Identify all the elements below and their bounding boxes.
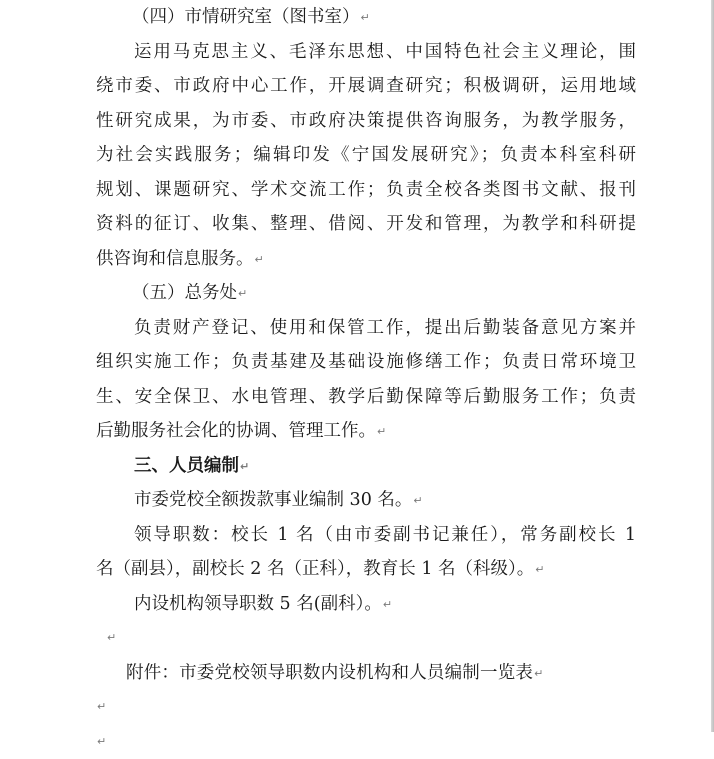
body-line: 为社会实践服务；编辑印发《宁国发展研究》；负责本科室科研: [96, 138, 636, 173]
paragraph-mark-icon: ↵: [413, 494, 422, 507]
paragraph-mark-icon: ↵: [383, 598, 392, 611]
section-heading-research-office: [96, 0, 636, 35]
attachment-text: 附件：市委党校领导职数内设机构和人员编制一览表: [126, 663, 533, 683]
body-line: 生、安全保卫、水电管理、教学后勤保障等后勤服务工作；负责: [96, 380, 636, 415]
paragraph-mark-icon: ↵: [255, 253, 264, 266]
attachment-line: [96, 656, 636, 691]
body-line-last: [96, 242, 636, 277]
paragraph-mark-icon: ↵: [107, 621, 116, 656]
empty-paragraph: [96, 690, 636, 725]
body-text: 内设机构领导职数 5 名(副科）。: [134, 594, 382, 614]
paragraph-mark-icon: ↵: [97, 690, 106, 725]
section-heading-general-affairs: [96, 276, 636, 311]
internal-leaders-line: [96, 587, 636, 622]
staffing-line: [96, 483, 636, 518]
body-text: 市委党校全额拨款事业编制 30 名。: [134, 490, 412, 510]
body-line-last: [96, 414, 636, 449]
body-text: 后勤服务社会化的协调、管理工作。: [96, 421, 376, 441]
body-line: 绕市委、市政府中心工作，开展调查研究；积极调研，运用地域: [96, 69, 636, 104]
heading-text: 三、人员编制: [134, 456, 239, 476]
heading-text: （五）总务处: [132, 283, 237, 303]
body-line: 组织实施工作；负责基建及基础设施修缮工作；负责日常环境卫: [96, 345, 636, 380]
document-body: [96, 0, 636, 759]
paragraph-mark-icon: ↵: [238, 287, 247, 300]
body-line: 规划、课题研究、学术交流工作；负责全校各类图书文献、报刊: [96, 173, 636, 208]
empty-paragraph: [96, 725, 636, 759]
heading-text: （四）市情研究室（图书室）: [132, 7, 360, 27]
body-line: 资料的征订、收集、整理、借阅、开发和管理，为教学和科研提: [96, 207, 636, 242]
paragraph-mark-icon: ↵: [361, 11, 370, 24]
body-text: 名（副县），副校长 2 名（正科），教育长 1 名（科级）。: [96, 559, 534, 579]
paragraph-mark-icon: ↵: [535, 563, 544, 576]
paragraph-mark-icon: ↵: [97, 725, 106, 759]
body-line: 性研究成果，为市委、市政府决策提供咨询服务，为教学服务，: [96, 104, 636, 139]
empty-paragraph: [96, 621, 636, 656]
leaders-line: 领导职数：校长 1 名（由市委副书记兼任），常务副校长 1: [96, 518, 636, 553]
leaders-line-last: [96, 552, 636, 587]
body-line: 运用马克思主义、毛泽东思想、中国特色社会主义理论，围: [96, 35, 636, 70]
paragraph-mark-icon: ↵: [377, 425, 386, 438]
paragraph-mark-icon: ↵: [534, 667, 543, 680]
body-text: 供咨询和信息服务。: [96, 249, 254, 269]
paragraph-mark-icon: ↵: [240, 460, 249, 473]
section-heading-staffing: [96, 449, 636, 484]
body-line: 负责财产登记、使用和保管工作，提出后勤装备意见方案并: [96, 311, 636, 346]
